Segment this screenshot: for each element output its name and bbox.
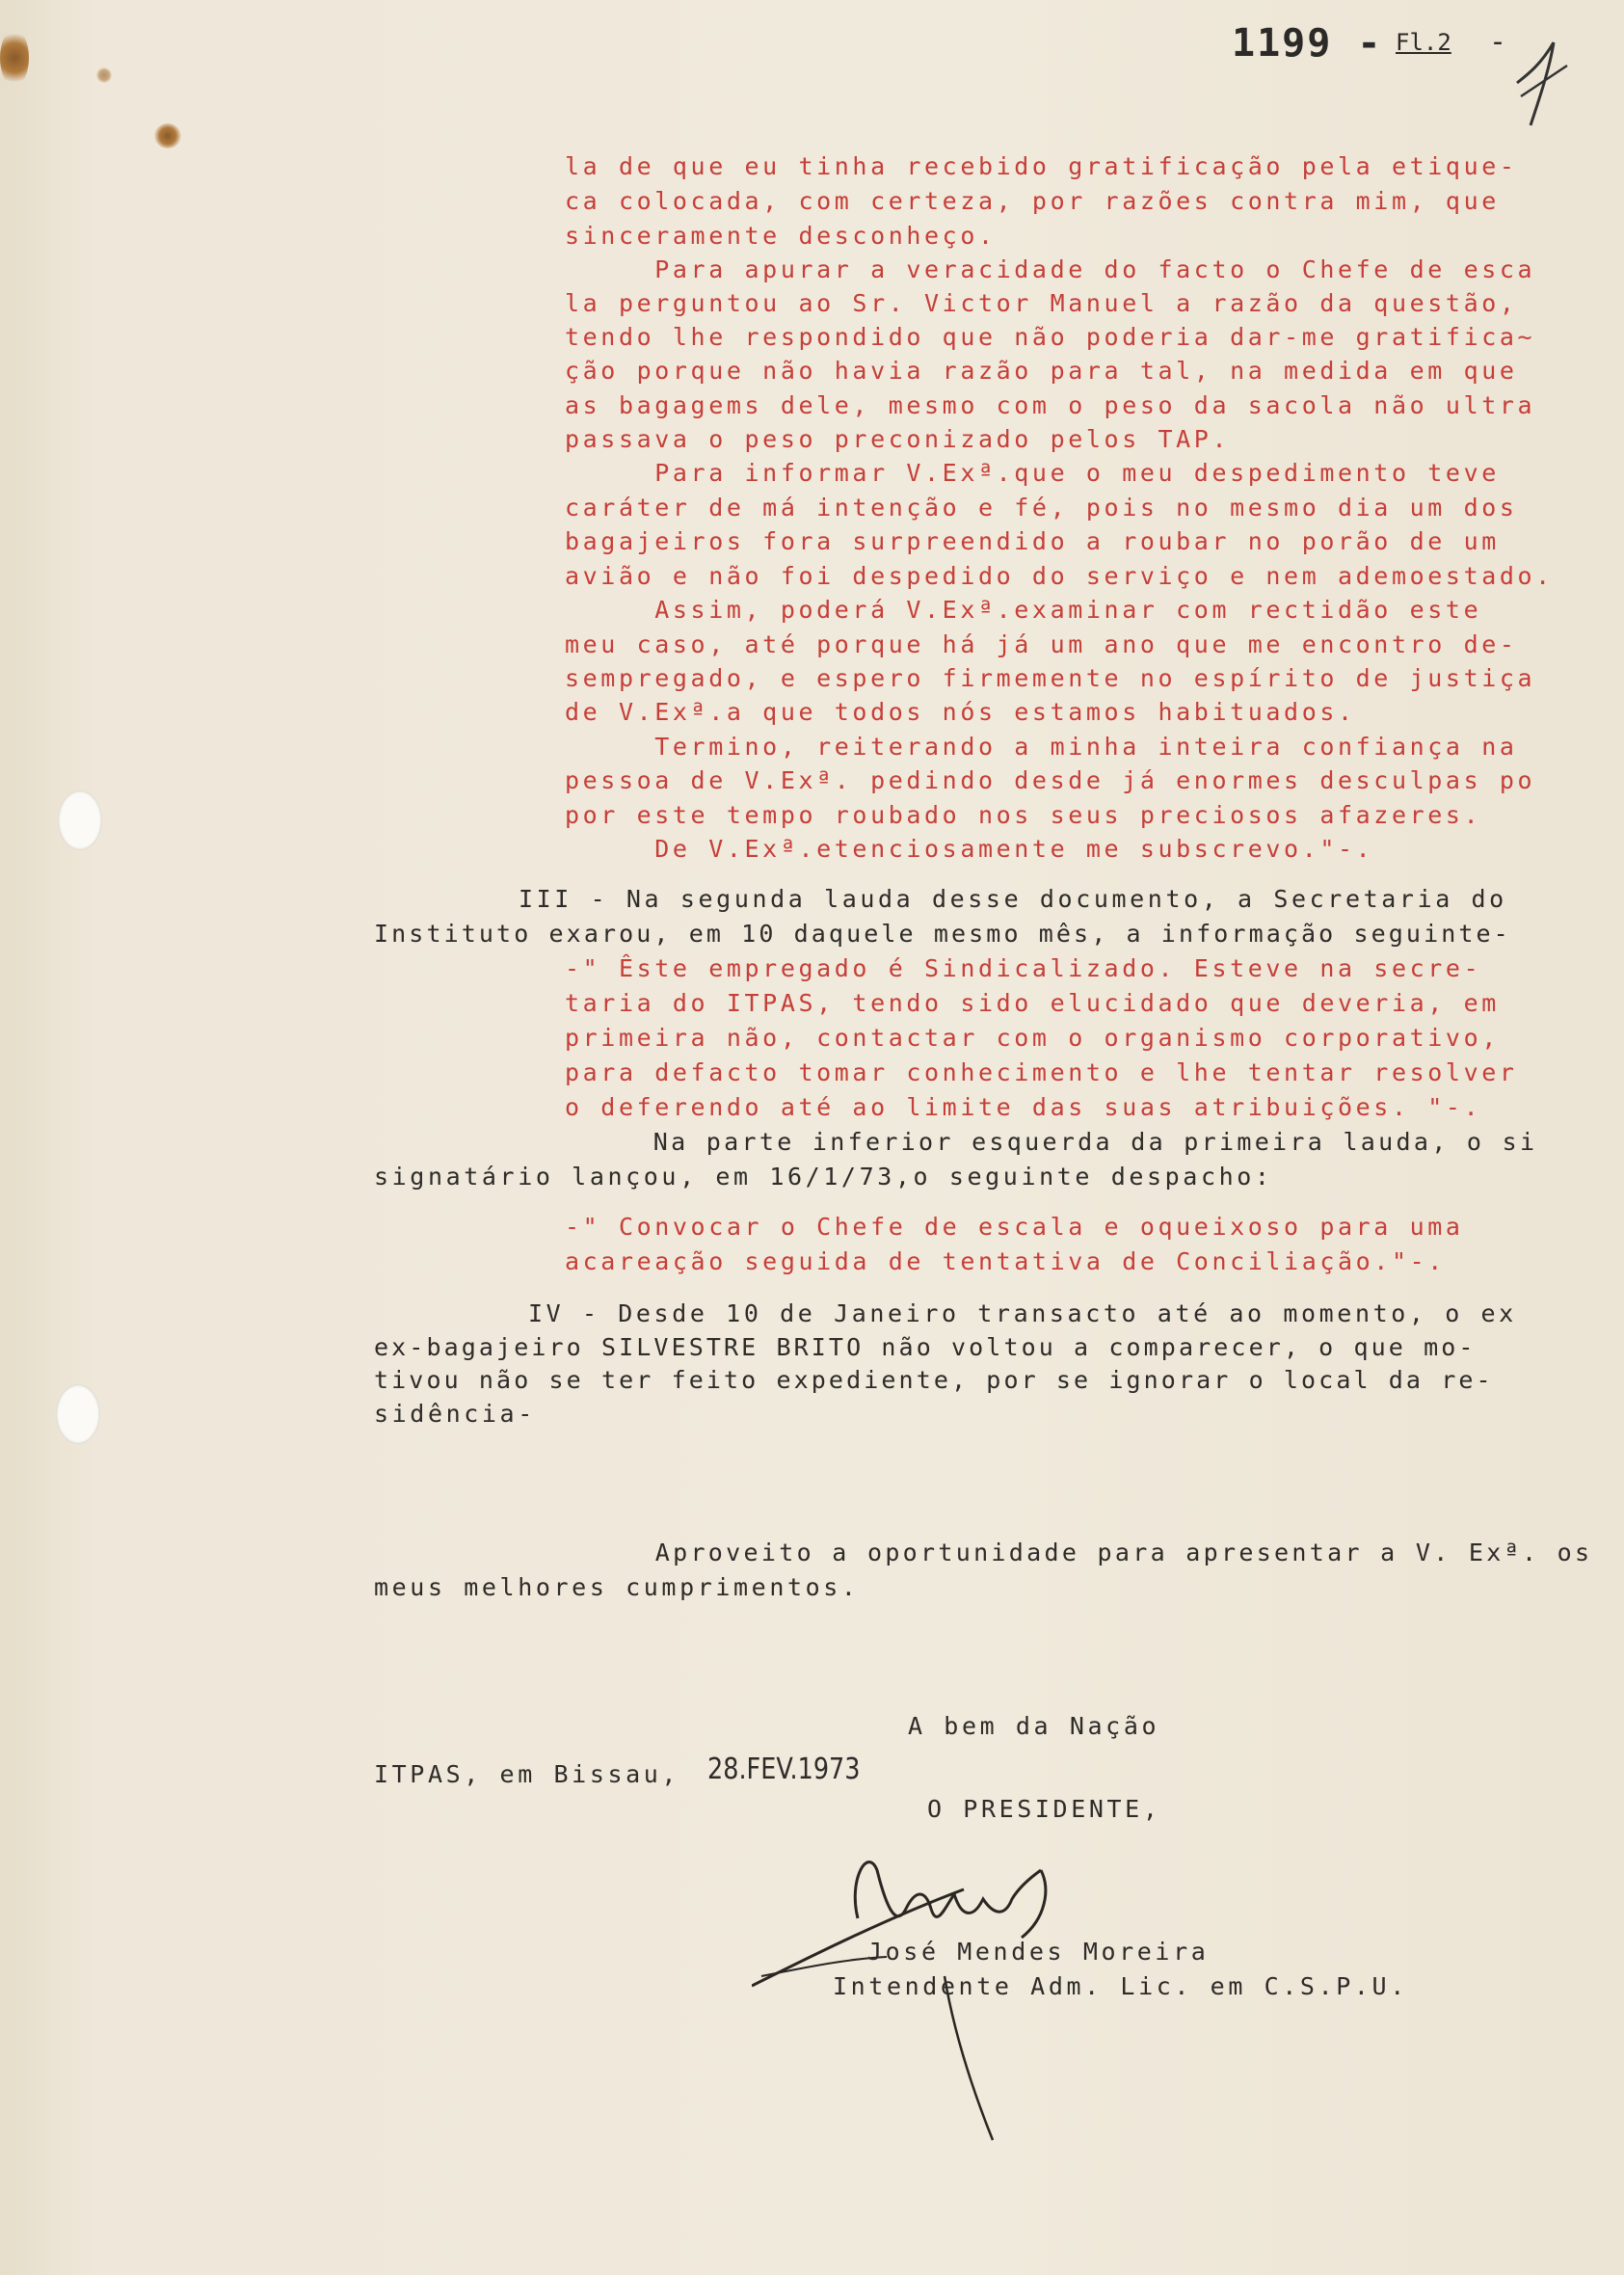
despacho-line: Na parte inferior esquerda da primeira lauda, o si — [565, 1128, 1538, 1156]
body-line: Assim, poderá V.Exª.examinar com rectidão este — [565, 596, 1482, 624]
quote-line: o deferendo até ao limite das suas atribuições. "-. — [565, 1093, 1482, 1121]
body-line: Termino, reiterando a minha inteira confiança na — [565, 733, 1518, 761]
handwritten-page-mark — [1511, 29, 1569, 135]
quote-line: -" Êste empregado é Sindicalizado. Esteve na secre- — [565, 954, 1482, 982]
section-iv-line: ex-bagajeiro SILVESTRE BRITO não voltou a comparecer, o que mo- — [374, 1333, 1477, 1361]
punch-hole-bottom — [56, 1384, 100, 1444]
section-iv-line: IV - Desde 10 de Janeiro transacto até ao momento, o ex — [528, 1299, 1517, 1327]
document-number: 1199 - — [1232, 21, 1383, 66]
body-line: bagajeiros fora surpreendido a roubar no porão de um — [565, 527, 1500, 555]
body-line: tendo lhe respondido que não poderia dar-me gratifica~ — [565, 323, 1536, 351]
handwritten-mark-text: 1 — [1511, 29, 1512, 30]
body-line: Para apurar a veracidade do facto o Chefe de esca — [565, 255, 1536, 283]
body-line: as bagagems dele, mesmo com o peso da sacola não ultra — [565, 391, 1536, 419]
body-line: pessoa de V.Exª. pedindo desde já enormes desculpas po — [565, 766, 1536, 794]
folio-dash: - — [1489, 25, 1507, 59]
body-line: la perguntou ao Sr. Victor Manuel a razão da questão, — [565, 289, 1518, 317]
body-line: ção porque não havia razão para tal, na medida em que — [565, 357, 1518, 385]
order-line: -" Convocar o Chefe de escala e oqueixoso para uma — [565, 1213, 1464, 1241]
president-role: O PRESIDENTE, — [927, 1795, 1161, 1823]
section-iv-line: sidência- — [374, 1400, 536, 1428]
body-line: por este tempo roubado nos seus preciosos afazeres. — [565, 801, 1482, 829]
body-line: de V.Exª.a que todos nós estamos habituados. — [565, 698, 1356, 726]
closing-line: meus melhores cumprimentos. — [374, 1573, 860, 1601]
stain-2 — [154, 123, 181, 148]
folio-label: Fl.2 — [1396, 29, 1451, 56]
signature — [752, 1851, 1291, 2159]
body-line: meu caso, até porque há já um ano que me encontro de- — [565, 630, 1518, 658]
body-line: ca colocada, com certeza, por razões contra mim, que — [565, 187, 1500, 215]
body-line: passava o peso preconizado pelos TAP. — [565, 425, 1231, 453]
body-line: caráter de má intenção e fé, pois no mesmo dia um dos — [565, 494, 1518, 522]
closing-line: Aproveito a oportunidade para apresentar a V. Exª. os — [567, 1539, 1593, 1566]
section-iii-line: III - Na segunda lauda desse documento, a Secretaria do — [519, 885, 1507, 913]
body-line: sinceramente desconheço. — [565, 222, 997, 250]
stain-1 — [0, 29, 29, 87]
section-iv-line: tivou não se ter feito expediente, por se ignorar o local da re- — [374, 1366, 1494, 1394]
body-line: De V.Exª.etenciosamente me subscrevo."-. — [565, 835, 1374, 863]
order-line: acareação seguida de tentativa de Conciliação."-. — [565, 1247, 1446, 1275]
signatory-title: Intendente Adm. Lic. em C.S.P.U. — [833, 1972, 1408, 2000]
body-line: avião e não foi despedido do serviço e nem ademoestado. — [565, 562, 1554, 590]
quote-line: primeira não, contactar com o organismo corporativo, — [565, 1024, 1500, 1052]
punch-hole-top — [58, 790, 102, 850]
body-line: sempregado, e espero firmemente no espírito de justiça — [565, 664, 1536, 692]
place-line: ITPAS, em Bissau, — [374, 1760, 680, 1788]
despacho-line: signatário lançou, em 16/1/73,o seguinte despacho: — [374, 1163, 1273, 1191]
quote-line: taria do ITPAS, tendo sido elucidado que deveria, em — [565, 989, 1500, 1017]
motto: A bem da Nação — [908, 1712, 1160, 1740]
handwritten-date: 28.FEV.1973 — [707, 1753, 861, 1786]
body-line: la de que eu tinha recebido gratificação pela etique- — [565, 152, 1518, 180]
body-line: Para informar V.Exª.que o meu despedimento teve — [565, 459, 1500, 487]
quote-line: para defacto tomar conhecimento e lhe tentar resolver — [565, 1058, 1518, 1086]
stain-3 — [96, 67, 112, 83]
signatory-name: José Mendes Moreira — [867, 1938, 1210, 1966]
section-iii-line: Instituto exarou, em 10 daquele mesmo mês, a informação seguinte- — [374, 920, 1511, 948]
